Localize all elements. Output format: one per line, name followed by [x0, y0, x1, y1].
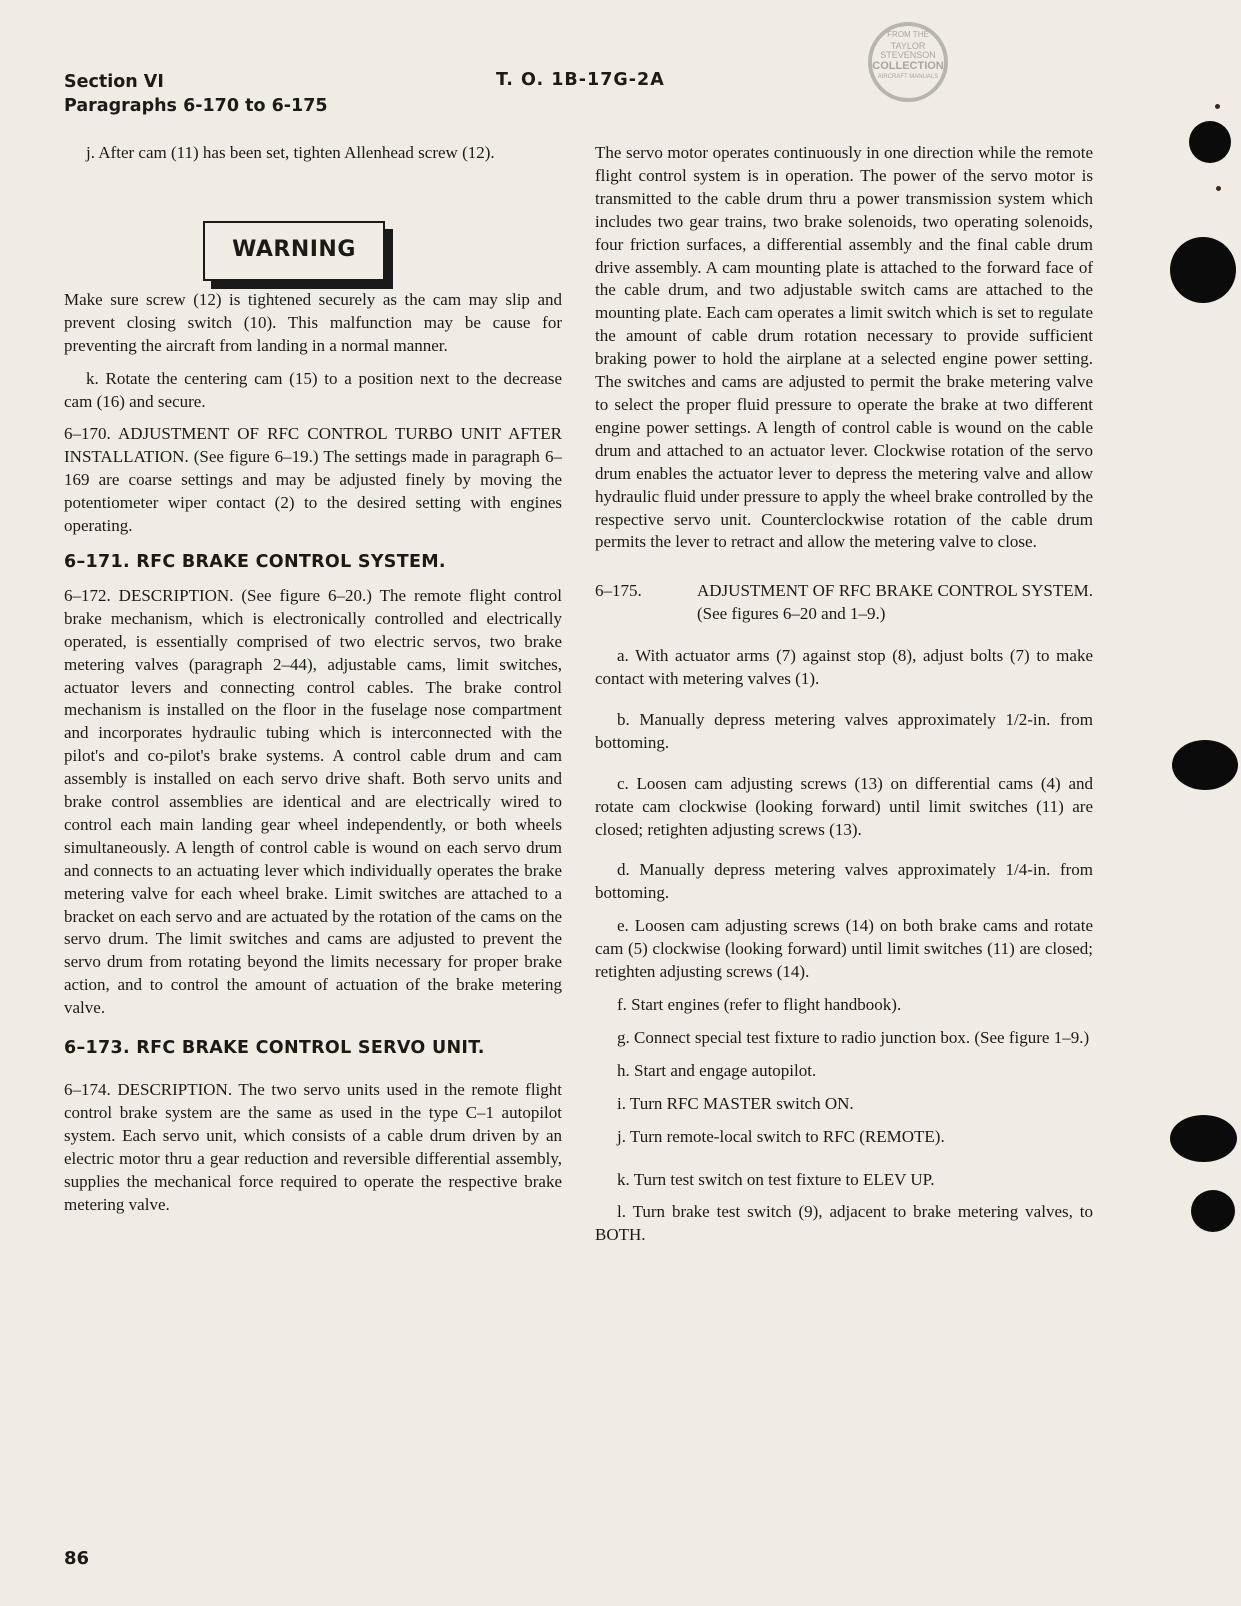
- speck-mark: [1215, 104, 1220, 109]
- stamp-line-2: TAYLOR: [890, 41, 926, 51]
- step-i: i. Turn RFC MASTER switch ON.: [617, 1093, 854, 1113]
- step-g: g. Connect special test fixture to radio junction box. (See figure 1–9.): [617, 1027, 1090, 1047]
- punch-hole-5: [1191, 1190, 1235, 1232]
- section-label: Section VI: [64, 72, 164, 92]
- heading-6-175-text: ADJUSTMENT OF RFC BRAKE CONTROL SYSTEM. (See figures 6–20 and 1–9.): [697, 581, 1093, 624]
- stamp-line-1: FROM THE: [887, 30, 929, 39]
- step-b: b. Manually depress metering valves approximately 1/2-in. from bottoming.: [595, 709, 1093, 752]
- punch-hole-2: [1170, 237, 1236, 303]
- paragraphs-range: Paragraphs 6-170 to 6-175: [64, 96, 328, 116]
- paragraph-6-170: 6–170. ADJUSTMENT OF RFC CONTROL TURBO UNIT AFTER INSTALLATION. (See figure 6–19.) The settings made in paragraph 6–169 are coarse settings and may be adjusted finely by moving the potentiometer wiper contact (2) to the desired setting with engines operating.: [64, 424, 562, 536]
- heading-6-175: [595, 580, 1093, 626]
- paragraph-6-174: 6–174. DESCRIPTION. The two servo units used in the remote flight control brake system are the same as used in the type C–1 autopilot system. Each servo unit, which consists of a cable drum driven by an electric motor thru a gear reduction and reversible differential assembly, supplies the mechanical force required to operate the respective brake metering valve.: [64, 1080, 562, 1214]
- warning-text: Make sure screw (12) is tightened securely as the cam may slip and prevent closing switch (10). This malfunction may be cause for preventing the aircraft from landing in a normal manner.: [64, 289, 562, 355]
- punch-hole-4: [1170, 1115, 1237, 1162]
- warning-label: WARNING: [203, 221, 385, 281]
- heading-6-175-number: 6–175.: [595, 581, 642, 601]
- collection-stamp: [868, 22, 948, 102]
- page-number: 86: [64, 1548, 90, 1569]
- heading-6-173: 6–173. RFC BRAKE CONTROL SERVO UNIT.: [64, 1038, 485, 1059]
- step-a: a. With actuator arms (7) against stop (8), adjust bolts (7) to make contact with metering valves (1).: [595, 646, 1093, 689]
- right-column: [595, 142, 1093, 1247]
- heading-6-171: 6–171. RFC BRAKE CONTROL SYSTEM.: [64, 551, 446, 572]
- step-c: c. Loosen cam adjusting screws (13) on differential cams (4) and rotate cam clockwise (looking forward) until limit switches (11) are closed; retighten adjusting screws (13).: [595, 773, 1093, 839]
- warning-callout: [203, 221, 393, 289]
- punch-hole-3: [1172, 740, 1238, 790]
- step-j-right: j. Turn remote-local switch to RFC (REMOTE).: [617, 1126, 945, 1146]
- step-k: k. Rotate the centering cam (15) to a position next to the decrease cam (16) and secure.: [64, 368, 562, 411]
- left-column: [64, 142, 562, 1216]
- stamp-line-3: STEVENSON: [880, 50, 936, 60]
- paragraph-6-172: 6–172. DESCRIPTION. (See figure 6–20.) The remote flight control brake mechanism, which is electronically controlled and electrically operated, is essentially comprised of two electric servos, two brake metering valves (paragraph 2–44), adjustable cams, limit switches, actuator levers and connecting control cables. The brake control mechanism is installed on the floor in the fuselage nose compartment and incorporates hydraulic tubing which is interconnected with the pilot's and co-pilot's brake systems. A control cable drum and cam assembly is installed on each servo drive shaft. Both servo units and brake control assemblies are identical and are electrically wired to control each main landing gear wheel independently, or both wheels simultaneously. A length of control cable is wound on each servo drum and connects to an actuating lever which individually operates the brake metering valve for each wheel brake. Limit switches are attached to a bracket on each servo and are actuated by the rotation of the cams on the servo drum. The limit switches and cams are adjusted to prevent the servo drum from rotating beyond the limits necessary for proper brake action, and to control the amount of actuation of the brake metering valve.: [64, 585, 562, 1018]
- punch-hole-1: [1189, 121, 1231, 163]
- paragraph-6-174-continued: The servo motor operates continuously in one direction while the remote flight control system is in operation. The power of the servo motor is transmitted to the cable drum thru a power transmission system which includes two gear trains, two brake solenoids, two operating solenoids, four friction surfaces, a differential assembly and the final cable drum drive assembly. A cam mounting plate is attached to the forward face of the cable drum, and two adjustable switch cams are attached to the mounting plate. Each cam operates a limit switch which is set to regulate the amount of cable drum rotation necessary to provide sufficient braking power to hold the airplane at a selected engine power setting. The switches and cams are adjusted to permit the brake metering valve to select the proper fluid pressure to operate the brake at two different engine power settings. A length of control cable is wound on the cable drum and attached to an actuator lever. Clockwise rotation of the servo drum enables the actuator lever to depress the metering valve and allow hydraulic fluid under pressure to apply the wheel brake controlled by the respective servo unit. Counterclockwise rotation of the cable drum permits the lever to retract and allow the metering valve to close.: [595, 143, 1093, 552]
- step-e: e. Loosen cam adjusting screws (14) on both brake cams and rotate cam (5) clockwise (looking forward) until limit switches (11) are closed; retighten adjusting screws (14).: [595, 916, 1093, 982]
- stamp-line-5: AIRCRAFT MANUALS: [877, 74, 939, 80]
- step-l: l. Turn brake test switch (9), adjacent to brake metering valves, to BOTH.: [595, 1202, 1093, 1245]
- step-h: h. Start and engage autopilot.: [617, 1060, 817, 1080]
- step-d: d. Manually depress metering valves approximately 1/4-in. from bottoming.: [595, 860, 1093, 903]
- step-k-right: k. Turn test switch on test fixture to ELEV UP.: [617, 1169, 935, 1189]
- speck-mark: [1216, 186, 1221, 191]
- step-j: j. After cam (11) has been set, tighten Allenhead screw (12).: [86, 143, 495, 162]
- step-f: f. Start engines (refer to flight handbook).: [617, 995, 902, 1014]
- stamp-line-4: COLLECTION: [872, 60, 944, 72]
- section-header: [64, 70, 328, 118]
- tech-order-number: T. O. 1B-17G-2A: [496, 70, 665, 90]
